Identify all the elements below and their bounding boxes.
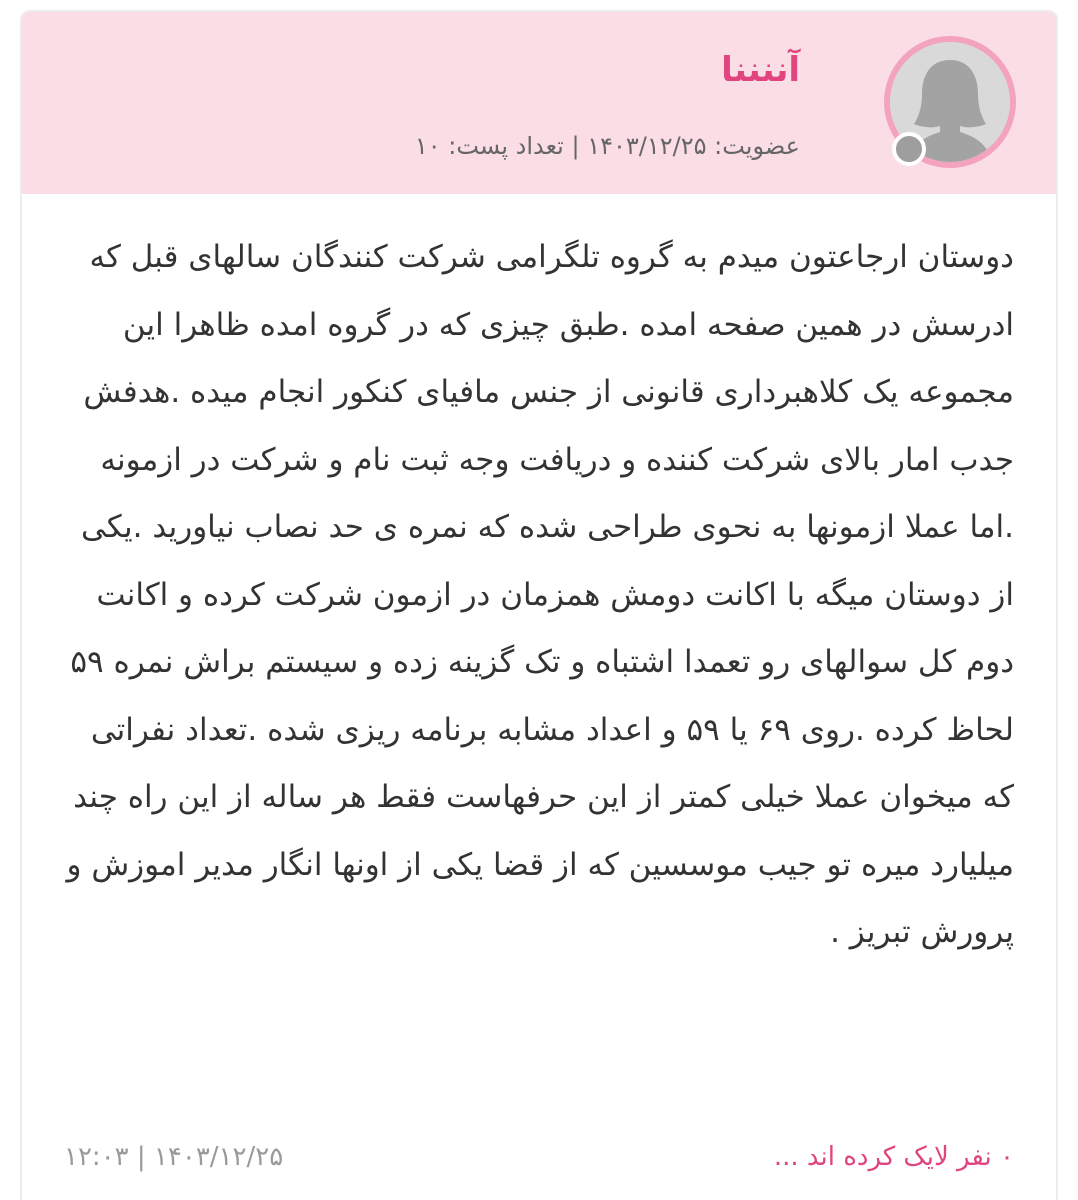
- likes-count-link[interactable]: ۰ نفر لایک کرده اند ...: [773, 1142, 1014, 1172]
- post-timestamp: ۱۴۰۳/۱۲/۲۵ | ۱۲:۰۳: [64, 1142, 284, 1172]
- post-header: [22, 12, 1056, 194]
- post-body: دوستان ارجاعتون میدم به گروه تلگرامی شرکت کنندگان سالهای قبل که ادرسش در همین صفحه امده .طبق چیزی که در گروه امده ظاهرا این مجموعه یک کلاهبرداری قانونی از جنس مافیای کنکور انجام میده .هدفش جدب امار بالای شرکت کننده و دریافت وجه ثبت نام و شرکت در ازمونه .اما عملا ازمونها به نحوی طراحی شده که نمره ی حد نصاب نیاورید .یکی از دوستان میگه با اکانت دومش همزمان در ازمون شرکت کرده و اکانت دوم کل سوالهای رو تعمدا اشتباه و تک گزینه زده و سیستم براش نمره ۵۹ لحاظ کرده .روی ۶۹ یا ۵۹ و اعداد مشابه برنامه ریزی شده .تعداد نفراتی که میخوان عملا خیلی کمتر از این حرفهاست فقط هر ساله از این راه چند میلیارد میره تو جیب موسسین که از قضا یکی از اونها انگار مدیر اموزش و پرورش تبریز .: [66, 239, 1014, 950]
- author-meta: عضویت: ۱۴۰۳/۱۲/۲۵ | تعداد پست: ۱۰: [414, 132, 800, 160]
- forum-post-card: [20, 10, 1058, 1200]
- avatar[interactable]: [884, 36, 1016, 168]
- offline-status-icon: [892, 132, 926, 166]
- author-name[interactable]: آننننا: [721, 50, 800, 90]
